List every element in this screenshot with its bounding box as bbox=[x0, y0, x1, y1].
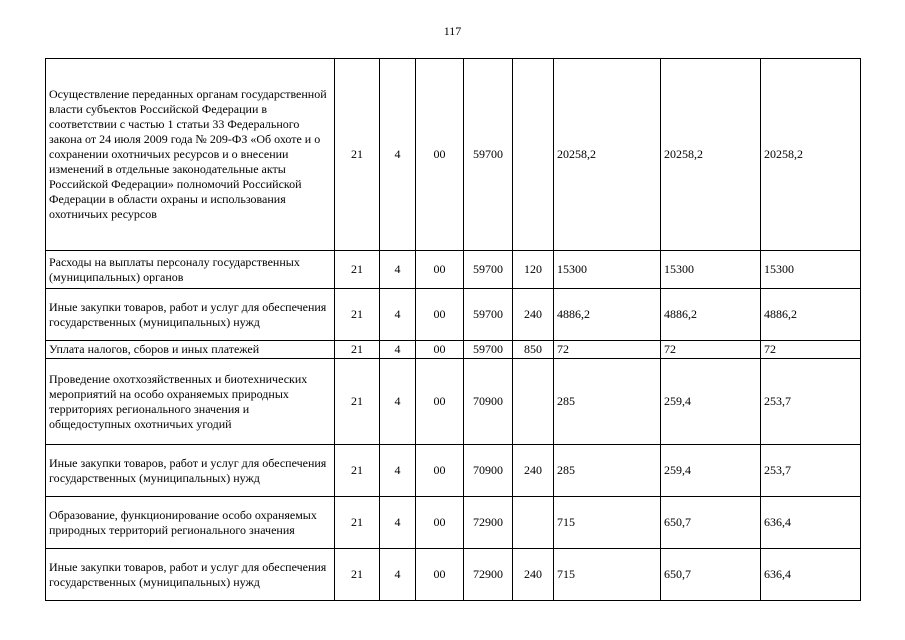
cell-col5: 240 bbox=[513, 445, 554, 497]
cell-col2: 4 bbox=[380, 359, 416, 445]
cell-col5: 120 bbox=[513, 251, 554, 289]
cell-col1: 21 bbox=[335, 251, 380, 289]
table-row bbox=[46, 359, 861, 445]
row-name: Уплата налогов, сборов и иных платежей bbox=[46, 341, 335, 359]
cell-col5: 240 bbox=[513, 549, 554, 601]
row-name: Образование, функционирование особо охраняемых природных территорий регионального значения bbox=[46, 497, 335, 549]
cell-col5: 850 bbox=[513, 341, 554, 359]
cell-col2: 4 bbox=[380, 289, 416, 341]
cell-year1: 715 bbox=[554, 549, 661, 601]
cell-col4: 59700 bbox=[464, 289, 513, 341]
cell-year2: 4886,2 bbox=[661, 289, 761, 341]
cell-col2: 4 bbox=[380, 445, 416, 497]
cell-col4: 59700 bbox=[464, 251, 513, 289]
cell-year2: 15300 bbox=[661, 251, 761, 289]
table-row bbox=[46, 341, 861, 359]
cell-col2: 4 bbox=[380, 251, 416, 289]
row-name: Расходы на выплаты персоналу государственных (муниципальных) органов bbox=[46, 251, 335, 289]
cell-col2: 4 bbox=[380, 549, 416, 601]
table-row bbox=[46, 289, 861, 341]
cell-col3: 00 bbox=[416, 59, 464, 251]
cell-year2: 259,4 bbox=[661, 359, 761, 445]
row-name: Иные закупки товаров, работ и услуг для обеспечения государственных (муниципальных) нужд bbox=[46, 445, 335, 497]
cell-col4: 72900 bbox=[464, 497, 513, 549]
cell-col4: 70900 bbox=[464, 359, 513, 445]
cell-year2: 259,4 bbox=[661, 445, 761, 497]
table-row bbox=[46, 549, 861, 601]
cell-col2: 4 bbox=[380, 59, 416, 251]
cell-col1: 21 bbox=[335, 289, 380, 341]
cell-col2: 4 bbox=[380, 341, 416, 359]
cell-year3: 15300 bbox=[761, 251, 861, 289]
cell-year2: 72 bbox=[661, 341, 761, 359]
cell-year1: 715 bbox=[554, 497, 661, 549]
cell-col5: 240 bbox=[513, 289, 554, 341]
cell-year2: 650,7 bbox=[661, 497, 761, 549]
cell-col1: 21 bbox=[335, 359, 380, 445]
cell-year1: 15300 bbox=[554, 251, 661, 289]
cell-col4: 72900 bbox=[464, 549, 513, 601]
cell-col4: 59700 bbox=[464, 59, 513, 251]
cell-col5 bbox=[513, 359, 554, 445]
cell-year1: 285 bbox=[554, 445, 661, 497]
cell-year1: 20258,2 bbox=[554, 59, 661, 251]
cell-col1: 21 bbox=[335, 445, 380, 497]
cell-col1: 21 bbox=[335, 59, 380, 251]
cell-year3: 636,4 bbox=[761, 549, 861, 601]
cell-year3: 20258,2 bbox=[761, 59, 861, 251]
row-name: Иные закупки товаров, работ и услуг для обеспечения государственных (муниципальных) нужд bbox=[46, 549, 335, 601]
cell-col5 bbox=[513, 59, 554, 251]
cell-year3: 636,4 bbox=[761, 497, 861, 549]
cell-col5 bbox=[513, 497, 554, 549]
row-name: Иные закупки товаров, работ и услуг для обеспечения государственных (муниципальных) нужд bbox=[46, 289, 335, 341]
cell-year2: 650,7 bbox=[661, 549, 761, 601]
cell-year1: 4886,2 bbox=[554, 289, 661, 341]
table-row bbox=[46, 59, 861, 251]
cell-col3: 00 bbox=[416, 549, 464, 601]
cell-year2: 20258,2 bbox=[661, 59, 761, 251]
cell-year1: 72 bbox=[554, 341, 661, 359]
cell-col1: 21 bbox=[335, 497, 380, 549]
cell-year3: 253,7 bbox=[761, 445, 861, 497]
cell-col3: 00 bbox=[416, 359, 464, 445]
cell-col3: 00 bbox=[416, 251, 464, 289]
cell-col1: 21 bbox=[335, 549, 380, 601]
cell-year3: 253,7 bbox=[761, 359, 861, 445]
row-name: Осуществление переданных органам государственной власти субъектов Российской Федерации в соответствии с частью 1 статьи 33 Федерального закона от 24 июля 2009 года № 209-ФЗ «Об охоте и о сохранении охотничьих ресурсов и о внесении изменений в отдельные законодательные акты Российской Федерации» полномочий Российской Федерации в области охраны и использования охотничьих ресурсов bbox=[46, 59, 335, 251]
cell-col2: 4 bbox=[380, 497, 416, 549]
page-number: 117 bbox=[443, 24, 462, 38]
cell-year3: 72 bbox=[761, 341, 861, 359]
budget-table bbox=[45, 58, 861, 601]
cell-col4: 59700 bbox=[464, 341, 513, 359]
table-row bbox=[46, 251, 861, 289]
cell-col3: 00 bbox=[416, 497, 464, 549]
cell-year3: 4886,2 bbox=[761, 289, 861, 341]
table-row bbox=[46, 445, 861, 497]
cell-col3: 00 bbox=[416, 289, 464, 341]
cell-col1: 21 bbox=[335, 341, 380, 359]
table-row bbox=[46, 497, 861, 549]
cell-col3: 00 bbox=[416, 341, 464, 359]
cell-col4: 70900 bbox=[464, 445, 513, 497]
cell-year1: 285 bbox=[554, 359, 661, 445]
row-name: Проведение охотхозяйственных и биотехнических мероприятий на особо охраняемых природных территориях регионального значения и общедоступных охотничьих угодий bbox=[46, 359, 335, 445]
cell-col3: 00 bbox=[416, 445, 464, 497]
